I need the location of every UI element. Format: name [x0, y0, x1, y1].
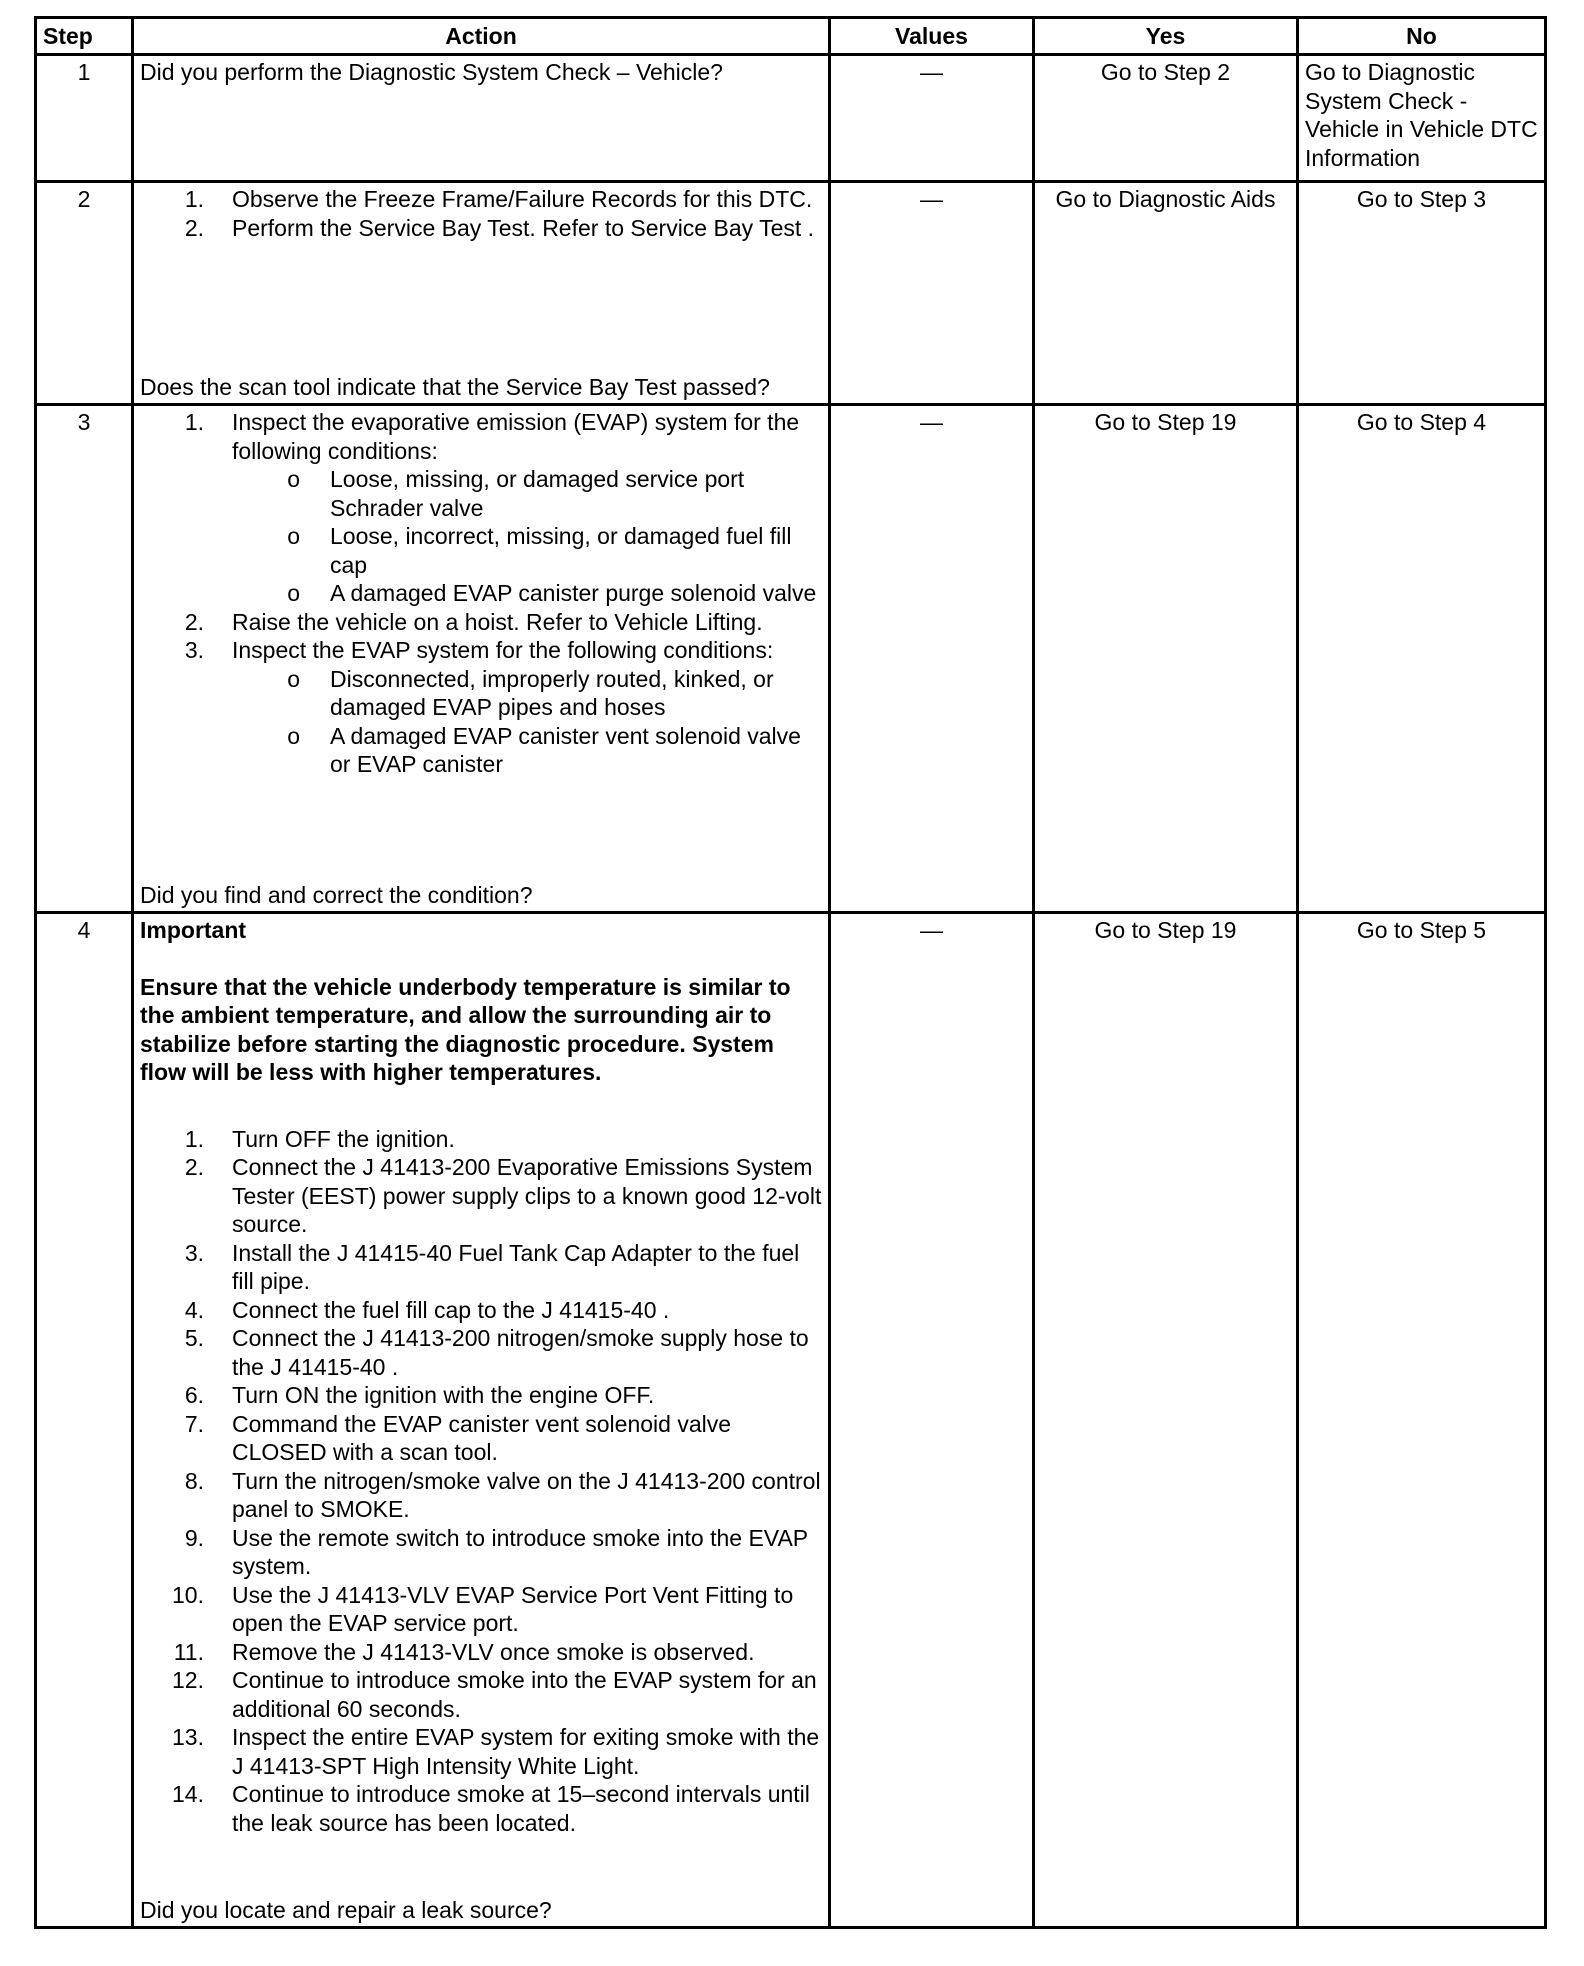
step-marker: 3. — [184, 1239, 204, 1266]
values-cell: — — [830, 405, 1034, 913]
item-text: Inspect the entire EVAP system for exiting smoke with the J 41413-SPT High Intensity White Light. — [232, 1724, 820, 1779]
step-marker: 4. — [184, 1296, 204, 1323]
list-item — [140, 1666, 822, 1723]
list-item — [140, 1467, 822, 1524]
bullet-marker: o — [287, 722, 300, 749]
item-text: Use the remote switch to introduce smoke into the EVAP system. — [232, 1524, 808, 1579]
values-cell: — — [830, 55, 1034, 182]
sub-list — [140, 722, 822, 779]
bullet-marker: o — [287, 466, 300, 492]
action-question: Did you locate and repair a leak source? — [140, 1896, 552, 1923]
item-text: Perform the Service Bay Test. Refer to Service Bay Test . — [232, 214, 815, 241]
step-number: 2 — [36, 182, 133, 405]
step-marker: 8. — [184, 1467, 204, 1494]
action-steps — [140, 185, 822, 242]
action-cell — [133, 913, 830, 1928]
yes-cell: Go to Diagnostic Aids — [1034, 182, 1298, 405]
step-marker: 6. — [184, 1382, 204, 1408]
list-item — [140, 214, 822, 243]
step-marker: 1. — [184, 186, 204, 212]
action-steps — [140, 408, 822, 779]
bullet-marker: o — [287, 665, 300, 692]
no-cell: Go to Step 3 — [1298, 182, 1546, 405]
step-marker: 13. — [172, 1724, 204, 1750]
list-item — [140, 1296, 822, 1325]
item-text: A damaged EVAP canister vent solenoid valve or EVAP canister — [330, 722, 801, 777]
item-text: Connect the J 41413-200 nitrogen/smoke supply hose to the J 41415-40 . — [232, 1325, 809, 1380]
yes-cell: Go to Step 2 — [1034, 55, 1298, 182]
action-cell — [133, 405, 830, 913]
item-text: Observe the Freeze Frame/Failure Records for this DTC. — [232, 186, 813, 212]
action-question: Did you perform the Diagnostic System Check – Vehicle? — [140, 59, 723, 85]
step-marker: 5. — [184, 1325, 204, 1351]
item-text: Turn the nitrogen/smoke valve on the J 41413-200 control panel to SMOKE. — [232, 1467, 821, 1522]
list-item — [140, 1723, 822, 1780]
step-marker: 2. — [184, 214, 204, 241]
sub-list-item — [140, 579, 822, 608]
list-item — [140, 1324, 822, 1381]
step-marker: 11. — [173, 1638, 204, 1665]
list-item — [140, 1581, 822, 1638]
list-item — [140, 408, 822, 465]
sub-list-item — [140, 522, 822, 579]
step-marker: 14. — [172, 1781, 204, 1807]
header-no: No — [1298, 18, 1546, 55]
item-text: Disconnected, improperly routed, kinked, or damaged EVAP pipes and hoses — [330, 665, 774, 720]
table-row — [36, 182, 1546, 405]
values-cell: — — [830, 913, 1034, 1928]
step-marker: 3. — [184, 637, 204, 663]
list-item — [140, 1239, 822, 1296]
action-cell — [133, 55, 830, 182]
step-marker: 7. — [184, 1410, 204, 1437]
item-text: Raise the vehicle on a hoist. Refer to Vehicle Lifting. — [232, 608, 763, 635]
list-item — [140, 1410, 822, 1467]
step-marker: 1. — [184, 409, 204, 435]
no-cell: Go to Diagnostic System Check - Vehicle in Vehicle DTC Information — [1298, 55, 1546, 182]
list-item — [140, 1381, 822, 1410]
bullet-marker: o — [287, 523, 300, 549]
item-text: Connect the J 41413-200 Evaporative Emissions System Tester (EEST) power supply clips to a known good 12-volt source. — [232, 1154, 822, 1237]
header-values: Values — [830, 18, 1034, 55]
item-text: Use the J 41413-VLV EVAP Service Port Vent Fitting to open the EVAP service port. — [232, 1581, 794, 1636]
step-marker: 10. — [172, 1581, 204, 1608]
item-text: Turn ON the ignition with the engine OFF. — [232, 1382, 655, 1408]
item-text: Inspect the evaporative emission (EVAP) system for the following conditions: — [232, 409, 800, 464]
sub-list — [140, 522, 822, 579]
sub-list-item — [140, 722, 822, 779]
important-note: Ensure that the vehicle underbody temperature is similar to the ambient temperature, and allow the surrounding air to stabilize before starting the diagnostic procedure. System flow will be less with higher temperatures. — [140, 973, 791, 1085]
step-marker: 2. — [184, 1154, 204, 1180]
no-cell: Go to Step 5 — [1298, 913, 1546, 1928]
header-row — [36, 18, 1546, 55]
header-step: Step — [36, 18, 133, 55]
action-steps — [140, 1125, 822, 1838]
step-number: 1 — [36, 55, 133, 182]
item-text: Loose, incorrect, missing, or damaged fuel fill cap — [330, 523, 792, 578]
table-row — [36, 913, 1546, 1928]
table-row — [36, 55, 1546, 182]
sub-list-item — [140, 665, 822, 722]
list-item — [140, 1125, 822, 1154]
item-text: A damaged EVAP canister purge solenoid valve — [330, 580, 817, 606]
item-text: Turn OFF the ignition. — [232, 1125, 455, 1152]
item-text: Connect the fuel fill cap to the J 41415-40 . — [232, 1296, 670, 1323]
yes-cell: Go to Step 19 — [1034, 913, 1298, 1928]
values-cell: — — [830, 182, 1034, 405]
item-text: Continue to introduce smoke into the EVAP system for an additional 60 seconds. — [232, 1667, 817, 1722]
step-number: 3 — [36, 405, 133, 913]
list-item — [140, 1524, 822, 1581]
yes-cell: Go to Step 19 — [1034, 405, 1298, 913]
step-marker: 12. — [172, 1667, 204, 1693]
action-question: Did you find and correct the condition? — [140, 881, 533, 908]
sub-list — [140, 465, 822, 522]
important-title: Important — [140, 917, 247, 943]
header-yes: Yes — [1034, 18, 1298, 55]
bullet-marker: o — [287, 580, 300, 606]
item-text: Inspect the EVAP system for the following conditions: — [232, 637, 774, 663]
step-marker: 1. — [184, 1125, 204, 1152]
diagnostic-table — [34, 16, 1547, 1929]
list-item — [140, 1638, 822, 1667]
list-item — [140, 1780, 822, 1837]
list-item — [140, 185, 822, 214]
item-text: Install the J 41415-40 Fuel Tank Cap Adapter to the fuel fill pipe. — [232, 1239, 800, 1294]
step-marker: 2. — [184, 608, 204, 635]
step-marker: 9. — [184, 1524, 204, 1551]
header-action: Action — [133, 18, 830, 55]
item-text: Command the EVAP canister vent solenoid valve CLOSED with a scan tool. — [232, 1410, 732, 1465]
item-text: Loose, missing, or damaged service port Schrader valve — [330, 466, 745, 521]
sub-list-item — [140, 465, 822, 522]
item-text: Remove the J 41413-VLV once smoke is observed. — [232, 1638, 755, 1665]
list-item — [140, 1153, 822, 1239]
no-cell: Go to Step 4 — [1298, 405, 1546, 913]
action-question: Does the scan tool indicate that the Service Bay Test passed? — [140, 373, 770, 400]
table-row — [36, 405, 1546, 913]
step-number: 4 — [36, 913, 133, 1928]
sub-list — [140, 665, 822, 722]
list-item — [140, 608, 822, 637]
item-text: Continue to introduce smoke at 15–second intervals until the leak source has been located. — [232, 1781, 810, 1836]
sub-list — [140, 579, 822, 608]
list-item — [140, 636, 822, 665]
action-cell — [133, 182, 830, 405]
